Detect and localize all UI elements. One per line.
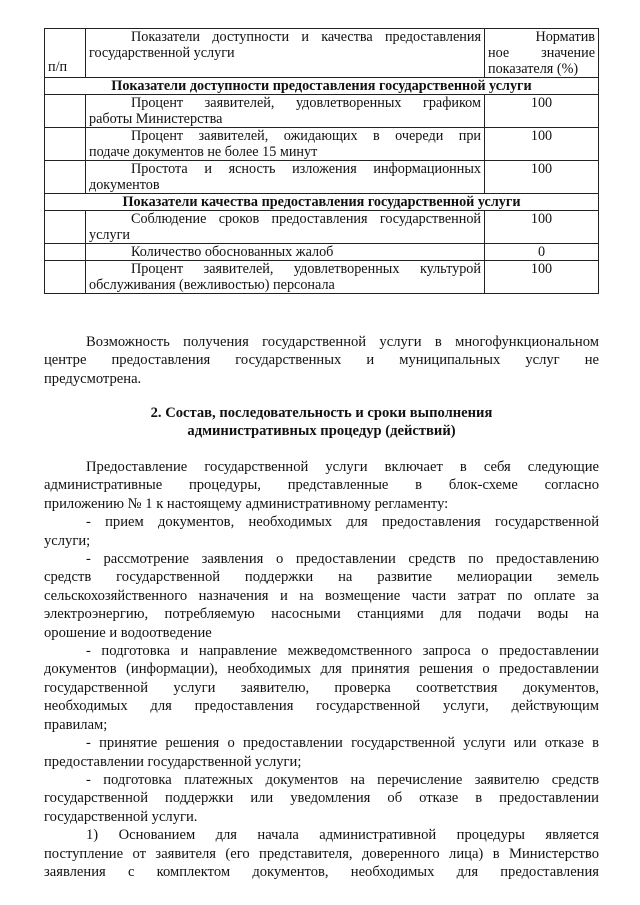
indicators-table <box>44 28 599 294</box>
list-item: предоставлении государственной услуги; <box>44 753 302 770</box>
row-value: 100 <box>485 95 599 128</box>
row-description: Процент заявителей, удовлетворенных культурой обслуживания (вежливостью) персонала <box>86 261 485 294</box>
list-item: необходимых для предоставления государственной услуги, действующим <box>44 698 599 715</box>
row-value: 100 <box>485 161 599 194</box>
list-item: услуги; <box>44 532 91 549</box>
section-title: Показатели качества предоставления государственной услуги <box>45 194 599 211</box>
intro-line: административные процедуры, представленные в блок-схеме согласно <box>44 477 599 494</box>
header-norm: Норматив ное значение показателя (%) <box>485 29 599 78</box>
table-row <box>45 261 599 294</box>
row-description: Простота и ясность изложения информационных документов <box>86 161 485 194</box>
table-row <box>45 128 599 161</box>
row-description: Количество обоснованных жалоб <box>86 244 485 261</box>
section-row-availability <box>45 78 599 95</box>
procedures-text <box>44 458 599 881</box>
table-header-row <box>45 29 599 78</box>
list-item: орошение и водоотведение <box>44 624 212 641</box>
mfc-paragraph: Возможность получения государственной услуги в многофункциональном центре предоставления государственных и муниципальных услуг не предусмотрена. <box>44 334 599 387</box>
header-description: Показатели доступности и качества предоставления государственной услуги <box>86 29 485 78</box>
list-item: документов (информации), необходимых для принятия решения о предоставлении <box>44 661 599 678</box>
section-title: Показатели доступности предоставления государственной услуги <box>45 78 599 95</box>
paragraph-line: 1) Основанием для начала административной процедуры является <box>86 827 599 844</box>
list-item: электроэнергию, потребляемую насосными станциями для подачи воды на <box>44 606 599 623</box>
list-item: - подготовка платежных документов на перечисление заявителю средств <box>86 771 599 788</box>
list-item: сельскохозяйственного назначения и на возмещение части затрат по оплате за <box>44 587 599 604</box>
table-row <box>45 161 599 194</box>
row-description: Соблюдение сроков предоставления государственной услуги <box>86 211 485 244</box>
paragraph-line: поступление от заявителя (его представителя, доверенного лица) в Министерство <box>44 845 599 862</box>
intro-line: приложению № 1 к настоящему административному регламенту: <box>44 495 449 512</box>
table-row <box>45 95 599 128</box>
list-item: государственной поддержки или уведомления об отказе в предоставлении <box>44 790 599 807</box>
list-item: государственной услуги. <box>44 808 198 825</box>
row-value: 0 <box>485 244 599 261</box>
table-row <box>45 211 599 244</box>
table-row <box>45 244 599 261</box>
list-item: - прием документов, необходимых для предоставления государственной <box>86 514 599 531</box>
list-item: - подготовка и направление межведомственного запроса о предоставлении <box>86 643 599 660</box>
row-value: 100 <box>485 211 599 244</box>
section-heading: 2. Состав, последовательность и сроки выполнения административных процедур (действий) <box>150 405 493 440</box>
list-item: - рассмотрение заявления о предоставлении средств по предоставлению <box>86 551 599 568</box>
list-item: средств государственной поддержки на развитие мелиорации земель <box>44 569 599 586</box>
row-description: Процент заявителей, удовлетворенных графиком работы Министерства <box>86 95 485 128</box>
list-item: - принятие решения о предоставлении государственной услуги или отказе в <box>86 735 599 752</box>
row-value: 100 <box>485 261 599 294</box>
section-row-quality <box>45 194 599 211</box>
list-item: правилам; <box>44 716 108 733</box>
row-value: 100 <box>485 128 599 161</box>
intro-line: Предоставление государственной услуги включает в себя следующие <box>86 459 599 475</box>
row-description: Процент заявителей, ожидающих в очереди при подаче документов не более 15 минут <box>86 128 485 161</box>
header-num: п/п <box>45 29 86 78</box>
list-item: государственной услуги заявителю, проверка соответствия документов, <box>44 679 599 696</box>
paragraph-line: заявления с комплектом документов, необходимых для предоставления <box>44 863 599 880</box>
